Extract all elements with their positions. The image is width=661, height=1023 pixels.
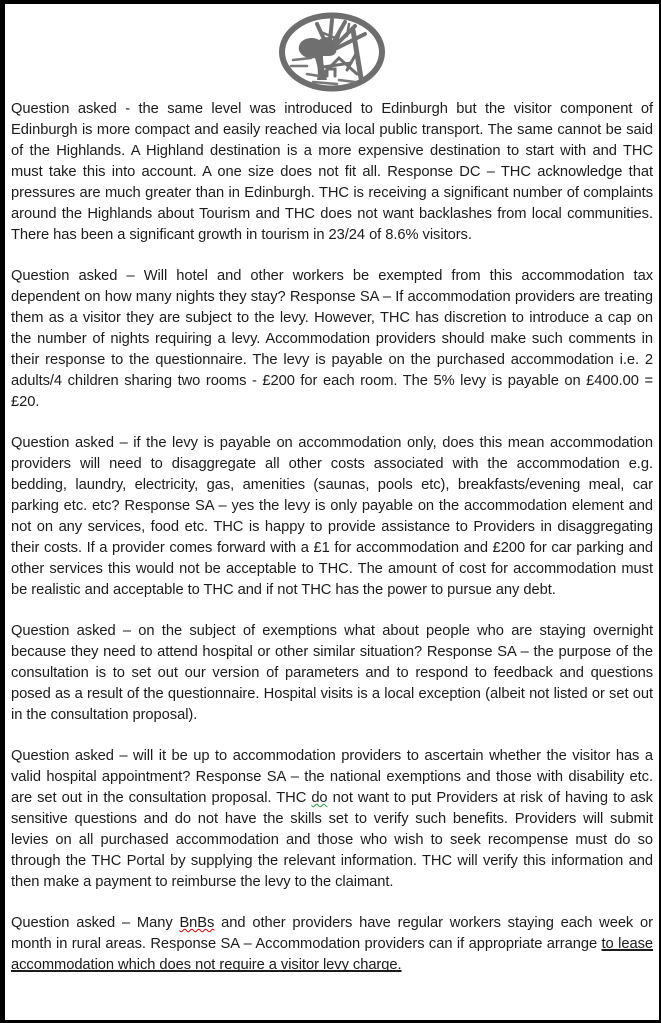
paragraph — [11, 99, 653, 246]
text-segment: Question asked - the same level was introduced to Edinburgh but the visitor component of Edinburgh is more compact and easily reached via local public transport. The same cannot be said of the Highlands. A Highland destination is a more expensive destination to start with and THC must take this into account. A one size does not fit all. Response DC – THC acknowledge that pressures are much greater than in Edinburgh. THC is receiving a significant number of complaints around the Highlands about Tourism and THC does not want backlashes from local communities. There has been a significant growth in tourism in 23/24 of 8.6% visitors. — [11, 101, 653, 243]
text-segment: Question asked – will it be up to accommodation providers to ascertain whether the visitor has a valid hospital appointment? Response SA – the national exemptions and those with disability etc. are set out in the consultation proposal. THC — [11, 748, 653, 806]
text-segment: Question asked – Will hotel and other workers be exempted from this accommodation tax dependent on how many nights they stay? Response SA – If accommodation providers are treating them as a visitor they are subject to the levy. However, THC has discretion to introduce a cap on the number of nights requiring a levy. Accommodation providers should make such comments in their response to the questionnaire. The levy is payable on the purchased accommodation i.e. 2 adults/4 children sharing two rooms - £200 for each room. The 5% levy is payable on £400.00 = £20. — [11, 268, 653, 410]
text-segment: and other providers have regular workers staying each week or month in rural areas. Response SA – Accommodation providers can if appropriate arrange — [11, 915, 654, 952]
text-segment: Question asked – if the levy is payable on accommodation only, does this mean accommodation providers will need to disaggregate all other costs associated with the accommodation e.g. bedding, laundry, electricity, gas, amenities (saunas, pools etc), breakfasts/evening meal, car parking etc. etc? Response SA – yes the levy is only payable on the accommodation element and not on any services, food etc. THC is happy to provide assistance to Providers in disaggregating their costs. If a provider comes forward with a £1 for accommodation and £200 for car parking and other services this would not be acceptable to THC. The amount of cost for accommodation must be realistic and acceptable to THC and if not THC has the power to pursue any debt. — [11, 435, 653, 598]
text-segment-spell: BnBs — [179, 915, 215, 931]
paragraph — [11, 266, 653, 413]
text-segment: not want to put Providers at risk of having to ask sensitive questions and do not have the skills set to verify such benefits. Providers will submit levies on all purchased accommodation and those who wish to seek recompense must do so through the THC Portal by supplying the relevant information. THC will verify this information and then make a payment to reimburse the levy to the claimant. — [11, 790, 653, 890]
oval-trees-hut-emblem-icon — [277, 11, 387, 93]
text-segment: Question asked – Many — [11, 915, 180, 931]
council-logo — [277, 11, 387, 93]
text-segment: Question asked – on the subject of exemptions what about people who are staying overnight because they need to attend hospital or other similar situation? Response SA – the purpose of the consultation is to set out our version of parameters and to respond to feedback and questions posed as a result of the questionnaire. Hospital visits is a local exception (albeit not listed or set out in the consultation proposal). — [11, 623, 653, 723]
paragraph — [11, 621, 653, 726]
text-segment-grammar: do — [311, 790, 328, 806]
paragraph — [11, 913, 653, 976]
paragraph — [11, 746, 653, 893]
text-segment-underline: to lease accommodation which does not require a visitor levy charge. — [11, 936, 653, 973]
document-body — [11, 99, 653, 976]
paragraph — [11, 433, 653, 601]
